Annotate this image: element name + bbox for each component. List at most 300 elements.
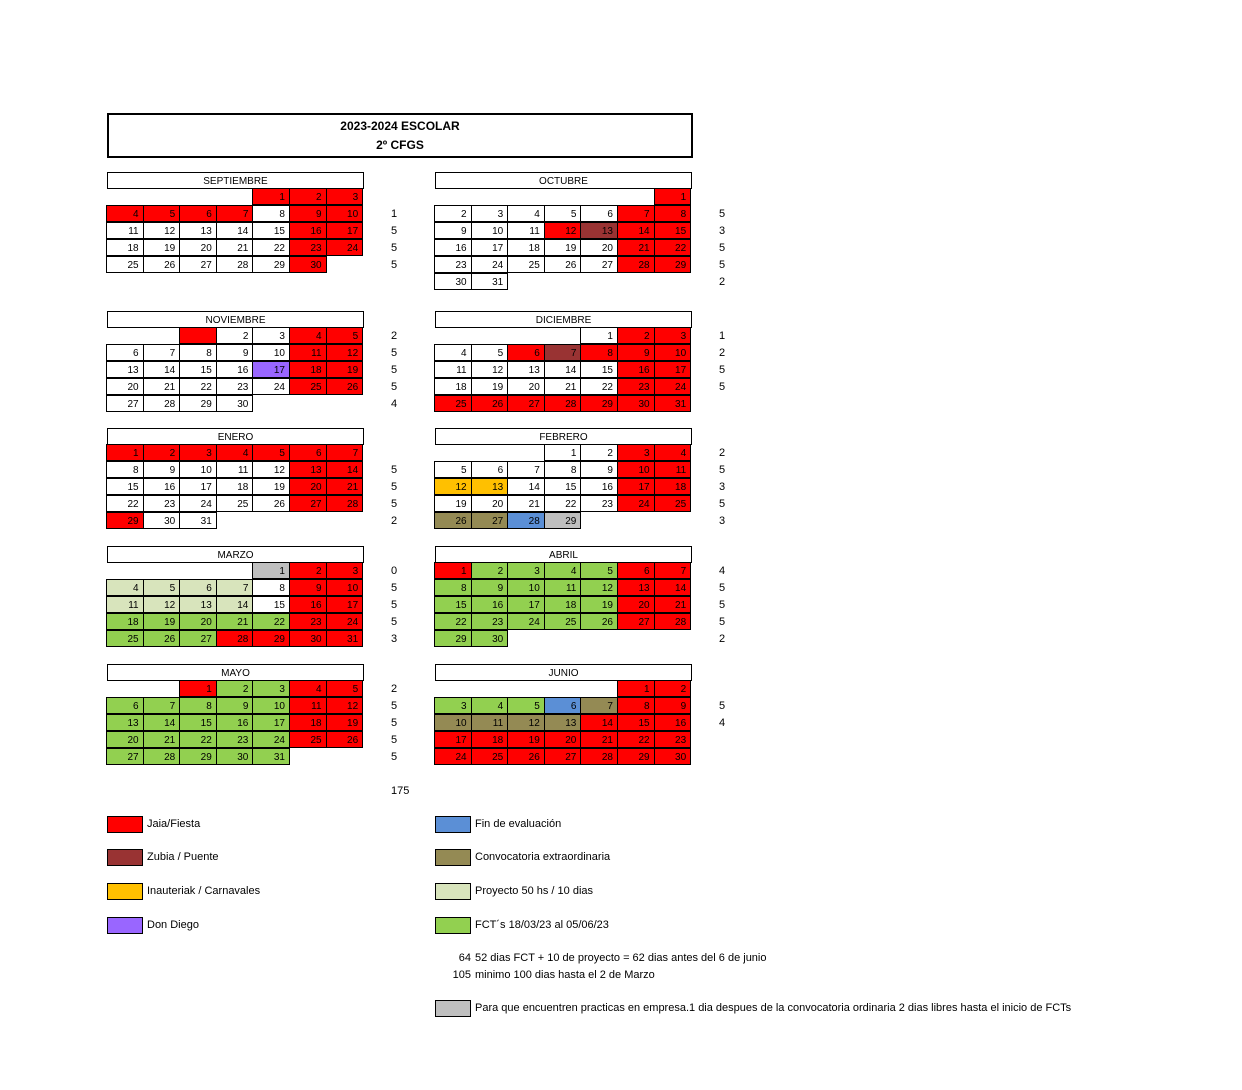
day-cell: 20	[617, 596, 655, 613]
month-noviembre	[107, 311, 364, 413]
day-cell: 14	[216, 596, 254, 613]
day-cell: 15	[252, 596, 290, 613]
footnote-swatch	[435, 1000, 471, 1017]
day-cell: 31	[252, 748, 290, 765]
day-cell: 13	[179, 222, 217, 239]
day-cell: 13	[580, 222, 618, 239]
day-cell: 29	[179, 748, 217, 765]
empty-cell	[508, 189, 545, 206]
legend-label: Convocatoria extraordinaria	[475, 851, 611, 863]
empty-cell	[290, 749, 327, 766]
day-cell: 13	[289, 461, 327, 478]
day-cell: 28	[326, 495, 364, 512]
day-cell: 9	[580, 461, 618, 478]
day-cell: 29	[654, 256, 692, 273]
empty-cell	[217, 513, 254, 530]
empty-cell	[545, 631, 582, 648]
day-cell: 14	[326, 461, 364, 478]
empty-cell	[508, 681, 545, 698]
week-row	[107, 513, 364, 530]
day-cell: 17	[326, 596, 364, 613]
day-cell: 4	[471, 697, 509, 714]
day-cell: 12	[471, 361, 509, 378]
day-cell: 27	[507, 395, 545, 412]
empty-cell	[545, 189, 582, 206]
day-cell: 28	[654, 613, 692, 630]
day-cell: 28	[143, 395, 181, 412]
day-cell: 20	[544, 731, 582, 748]
week-count: 5	[391, 498, 398, 510]
day-cell: 31	[179, 512, 217, 529]
week-count: 5	[719, 599, 726, 611]
day-cell: 12	[252, 461, 290, 478]
legend-swatch	[107, 917, 143, 934]
day-cell: 30	[216, 748, 254, 765]
day-cell: 21	[544, 378, 582, 395]
day-cell: 19	[143, 613, 181, 630]
day-cell: 10	[471, 222, 509, 239]
day-cell: 30	[654, 748, 692, 765]
day-cell: 16	[617, 361, 655, 378]
day-cell: 2	[617, 327, 655, 344]
day-cell: 26	[434, 512, 472, 529]
empty-cell	[217, 189, 254, 206]
day-cell: 16	[216, 361, 254, 378]
day-cell: 9	[216, 344, 254, 361]
day-cell: 11	[106, 596, 144, 613]
title-course: 2º CFGS	[376, 138, 424, 152]
empty-cell	[180, 563, 217, 580]
day-cell: 20	[507, 378, 545, 395]
legend-swatch	[435, 883, 471, 900]
day-cell: 27	[544, 748, 582, 765]
day-cell: 20	[106, 378, 144, 395]
day-cell: 6	[580, 205, 618, 222]
day-cell: 19	[580, 596, 618, 613]
week-row	[435, 240, 692, 257]
day-cell: 10	[654, 344, 692, 361]
day-cell: 22	[544, 495, 582, 512]
day-cell: 14	[544, 361, 582, 378]
week-count: 5	[719, 381, 726, 393]
day-cell: 7	[143, 344, 181, 361]
day-cell: 24	[179, 495, 217, 512]
empty-cell	[472, 681, 509, 698]
month-abril	[435, 546, 692, 648]
day-cell: 5	[471, 344, 509, 361]
day-cell: 2	[216, 327, 254, 344]
day-cell: 3	[617, 444, 655, 461]
day-cell: 25	[106, 256, 144, 273]
day-cell: 12	[326, 344, 364, 361]
week-count: 5	[391, 582, 398, 594]
week-count: 2	[391, 683, 398, 695]
day-cell: 27	[289, 495, 327, 512]
day-cell: 23	[617, 378, 655, 395]
day-cell: 1	[179, 680, 217, 697]
day-cell: 15	[434, 596, 472, 613]
day-cell: 5	[580, 562, 618, 579]
day-cell: 30	[289, 630, 327, 647]
day-cell: 23	[434, 256, 472, 273]
week-row	[107, 496, 364, 513]
title-box	[107, 113, 693, 158]
day-cell: 8	[106, 461, 144, 478]
week-row	[435, 396, 692, 413]
day-cell: 17	[326, 222, 364, 239]
day-cell: 29	[617, 748, 655, 765]
day-cell: 2	[289, 188, 327, 205]
day-cell: 28	[544, 395, 582, 412]
week-row	[435, 328, 692, 345]
week-count: 5	[391, 364, 398, 376]
day-cell: 18	[654, 478, 692, 495]
day-cell: 4	[434, 344, 472, 361]
week-row	[435, 223, 692, 240]
day-cell: 4	[289, 680, 327, 697]
day-cell: 10	[507, 579, 545, 596]
week-row	[107, 445, 364, 462]
week-count: 5	[391, 599, 398, 611]
day-cell: 30	[216, 395, 254, 412]
day-cell: 11	[106, 222, 144, 239]
title-year: 2023-2024 ESCOLAR	[340, 119, 460, 133]
month-title: ABRIL	[435, 546, 692, 563]
day-cell: 17	[252, 714, 290, 731]
week-count: 5	[719, 464, 726, 476]
week-count: 5	[391, 464, 398, 476]
day-cell: 1	[106, 444, 144, 461]
week-row	[107, 698, 364, 715]
day-cell: 28	[143, 748, 181, 765]
note-line	[449, 952, 767, 964]
day-cell: 2	[434, 205, 472, 222]
day-cell: 6	[289, 444, 327, 461]
day-cell: 5	[507, 697, 545, 714]
day-cell: 27	[106, 748, 144, 765]
day-cell: 15	[179, 361, 217, 378]
day-cell: 7	[216, 205, 254, 222]
day-cell: 17	[617, 478, 655, 495]
day-cell: 29	[252, 630, 290, 647]
day-cell: 8	[617, 697, 655, 714]
day-cell: 3	[507, 562, 545, 579]
legend-label: FCT´s 18/03/23 al 05/06/23	[475, 919, 609, 931]
day-cell: 12	[143, 222, 181, 239]
day-cell: 27	[471, 512, 509, 529]
day-cell: 22	[654, 239, 692, 256]
legend-swatch	[435, 917, 471, 934]
day-cell: 22	[252, 613, 290, 630]
empty-cell	[508, 445, 545, 462]
empty-cell	[435, 445, 472, 462]
empty-cell	[327, 513, 364, 530]
day-cell: 25	[544, 613, 582, 630]
day-cell: 3	[252, 327, 290, 344]
week-row	[435, 274, 692, 291]
day-cell: 8	[434, 579, 472, 596]
week-count: 4	[391, 398, 398, 410]
note-line	[449, 969, 655, 981]
empty-cell	[107, 328, 144, 345]
day-cell: 29	[544, 512, 582, 529]
day-cell: 24	[471, 256, 509, 273]
day-cell: 8	[654, 205, 692, 222]
day-cell: 20	[179, 613, 217, 630]
month-title: JUNIO	[435, 664, 692, 681]
day-cell: 9	[434, 222, 472, 239]
week-row	[107, 189, 364, 206]
day-cell: 13	[544, 714, 582, 731]
month-title: DICIEMBRE	[435, 311, 692, 328]
day-cell: 23	[216, 378, 254, 395]
day-cell: 19	[507, 731, 545, 748]
day-cell: 11	[507, 222, 545, 239]
empty-cell	[655, 274, 692, 291]
empty-cell	[581, 513, 618, 530]
week-count: 5	[391, 259, 398, 271]
day-cell: 24	[252, 731, 290, 748]
empty-cell	[618, 631, 655, 648]
day-cell: 11	[471, 714, 509, 731]
day-cell: 21	[216, 613, 254, 630]
total-days: 175	[391, 785, 410, 797]
week-row	[107, 345, 364, 362]
week-count: 1	[391, 208, 398, 220]
day-cell: 31	[326, 630, 364, 647]
empty-cell	[655, 631, 692, 648]
day-cell: 30	[617, 395, 655, 412]
day-cell: 29	[179, 395, 217, 412]
day-cell: 5	[143, 205, 181, 222]
day-cell: 19	[326, 714, 364, 731]
week-row	[107, 257, 364, 274]
day-cell: 1	[544, 444, 582, 461]
legend-label: Jaia/Fiesta	[147, 818, 201, 830]
day-cell: 24	[252, 378, 290, 395]
day-cell	[179, 327, 217, 344]
day-cell: 16	[216, 714, 254, 731]
day-cell: 6	[106, 697, 144, 714]
week-count: 5	[391, 751, 398, 763]
day-cell: 24	[326, 239, 364, 256]
day-cell: 9	[471, 579, 509, 596]
day-cell: 28	[580, 748, 618, 765]
week-row	[107, 479, 364, 496]
week-row	[107, 715, 364, 732]
day-cell: 8	[179, 344, 217, 361]
week-row	[107, 580, 364, 597]
day-cell: 2	[471, 562, 509, 579]
day-cell: 6	[179, 579, 217, 596]
week-count: 5	[391, 734, 398, 746]
note-text: minimo 100 dias hasta el 2 de Marzo	[475, 969, 655, 981]
week-count: 5	[719, 259, 726, 271]
day-cell: 25	[654, 495, 692, 512]
day-cell: 13	[106, 714, 144, 731]
day-cell: 2	[580, 444, 618, 461]
week-row	[435, 715, 692, 732]
empty-cell	[180, 189, 217, 206]
week-row	[435, 614, 692, 631]
legend-swatch	[107, 849, 143, 866]
day-cell: 21	[143, 378, 181, 395]
day-cell: 28	[216, 630, 254, 647]
day-cell: 7	[580, 697, 618, 714]
week-row	[435, 563, 692, 580]
day-cell: 3	[326, 562, 364, 579]
day-cell: 7	[617, 205, 655, 222]
week-count: 2	[719, 276, 726, 288]
month-junio	[435, 664, 692, 766]
month-octubre	[435, 172, 692, 291]
day-cell: 1	[580, 327, 618, 344]
day-cell: 15	[106, 478, 144, 495]
empty-cell	[435, 681, 472, 698]
day-cell: 16	[289, 222, 327, 239]
week-row	[435, 513, 692, 530]
week-row	[435, 462, 692, 479]
day-cell: 12	[143, 596, 181, 613]
week-count: 5	[391, 347, 398, 359]
day-cell: 25	[289, 731, 327, 748]
empty-cell	[545, 681, 582, 698]
week-count: 5	[719, 700, 726, 712]
day-cell: 31	[471, 273, 509, 290]
day-cell: 22	[252, 239, 290, 256]
month-septiembre	[107, 172, 364, 274]
day-cell: 14	[617, 222, 655, 239]
day-cell: 25	[471, 748, 509, 765]
week-row	[107, 563, 364, 580]
day-cell: 6	[617, 562, 655, 579]
day-cell: 22	[580, 378, 618, 395]
empty-cell	[581, 631, 618, 648]
day-cell: 26	[471, 395, 509, 412]
week-row	[435, 445, 692, 462]
day-cell: 21	[580, 731, 618, 748]
day-cell: 19	[143, 239, 181, 256]
month-mayo	[107, 664, 364, 766]
day-cell: 16	[143, 478, 181, 495]
empty-cell	[545, 274, 582, 291]
day-cell: 17	[654, 361, 692, 378]
day-cell: 12	[507, 714, 545, 731]
legend-label: Inauteriak / Carnavales	[147, 885, 261, 897]
empty-cell	[290, 396, 327, 413]
day-cell: 30	[434, 273, 472, 290]
day-cell: 24	[434, 748, 472, 765]
day-cell: 27	[179, 256, 217, 273]
week-row	[435, 580, 692, 597]
week-row	[435, 379, 692, 396]
week-row	[435, 496, 692, 513]
day-cell: 15	[617, 714, 655, 731]
empty-cell	[107, 681, 144, 698]
legend-label: Don Diego	[147, 919, 199, 931]
day-cell: 30	[471, 630, 509, 647]
day-cell: 26	[507, 748, 545, 765]
day-cell: 9	[617, 344, 655, 361]
day-cell: 3	[326, 188, 364, 205]
day-cell: 20	[106, 731, 144, 748]
day-cell: 23	[216, 731, 254, 748]
week-count: 5	[391, 481, 398, 493]
day-cell: 26	[143, 256, 181, 273]
note-number: 105	[452, 969, 471, 981]
week-row	[435, 257, 692, 274]
empty-cell	[581, 189, 618, 206]
day-cell: 26	[326, 378, 364, 395]
day-cell: 14	[143, 714, 181, 731]
day-cell: 1	[617, 680, 655, 697]
day-cell: 6	[544, 697, 582, 714]
day-cell: 26	[252, 495, 290, 512]
day-cell: 3	[471, 205, 509, 222]
month-title: FEBRERO	[435, 428, 692, 445]
day-cell: 7	[507, 461, 545, 478]
day-cell: 1	[434, 562, 472, 579]
week-count: 2	[391, 515, 398, 527]
day-cell: 18	[289, 361, 327, 378]
week-row	[107, 597, 364, 614]
month-title: SEPTIEMBRE	[107, 172, 364, 189]
day-cell: 16	[434, 239, 472, 256]
day-cell: 18	[106, 239, 144, 256]
week-row	[107, 681, 364, 698]
day-cell: 26	[326, 731, 364, 748]
day-cell: 18	[289, 714, 327, 731]
empty-cell	[508, 631, 545, 648]
day-cell: 18	[106, 613, 144, 630]
day-cell: 11	[216, 461, 254, 478]
legend-label: Zubia / Puente	[147, 851, 219, 863]
day-cell: 19	[471, 378, 509, 395]
week-count: 2	[391, 330, 398, 342]
week-count: 5	[719, 208, 726, 220]
empty-cell	[618, 189, 655, 206]
day-cell: 12	[580, 579, 618, 596]
day-cell: 27	[617, 613, 655, 630]
day-cell: 13	[617, 579, 655, 596]
day-cell: 10	[326, 579, 364, 596]
empty-cell	[472, 189, 509, 206]
day-cell: 16	[580, 478, 618, 495]
empty-cell	[144, 328, 181, 345]
day-cell: 23	[143, 495, 181, 512]
month-enero	[107, 428, 364, 530]
footnote-text: Para que encuentren practicas en empresa.1 dia despues de la convocatoria ordinaria 2 dias libres hasta el inicio de FCTs	[475, 1002, 1072, 1014]
day-cell: 8	[544, 461, 582, 478]
day-cell: 20	[471, 495, 509, 512]
day-cell: 8	[252, 579, 290, 596]
day-cell: 8	[252, 205, 290, 222]
empty-cell	[581, 681, 618, 698]
month-diciembre	[435, 311, 692, 413]
day-cell: 26	[580, 613, 618, 630]
week-row	[435, 681, 692, 698]
legend-swatch	[435, 816, 471, 833]
day-cell: 2	[654, 680, 692, 697]
day-cell: 26	[544, 256, 582, 273]
week-count: 5	[719, 364, 726, 376]
day-cell: 3	[434, 697, 472, 714]
day-cell: 12	[544, 222, 582, 239]
day-cell: 2	[289, 562, 327, 579]
month-marzo	[107, 546, 364, 648]
day-cell: 3	[179, 444, 217, 461]
day-cell: 25	[507, 256, 545, 273]
